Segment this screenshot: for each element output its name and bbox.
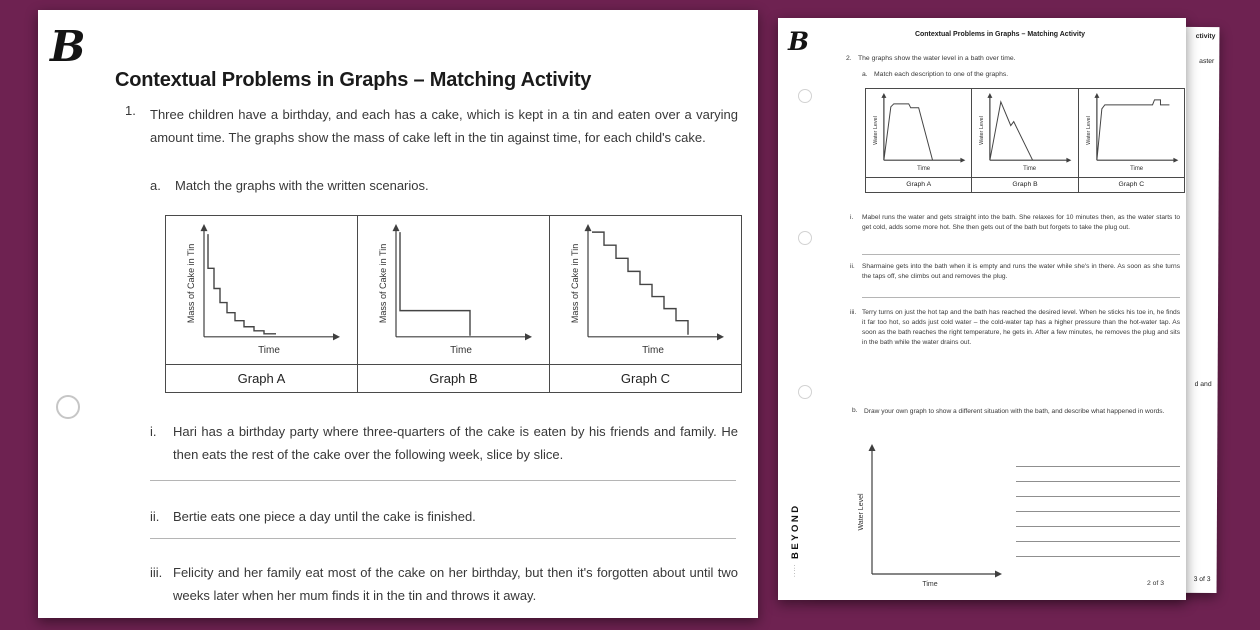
y-axis-label: Water Level <box>979 116 986 145</box>
page-number: 2 of 3 <box>1146 580 1164 587</box>
bath-graph-b <box>972 89 1077 177</box>
y-axis-label: Water Level <box>872 116 879 145</box>
x-axis-label: Time <box>450 344 472 356</box>
scenario-number: ii. <box>850 263 855 270</box>
blank-graph-axes <box>850 436 1010 588</box>
question-2a-number: a. <box>862 71 868 78</box>
page3-subheader-fragment: aster <box>1199 57 1215 66</box>
x-axis-label: Time <box>917 166 931 173</box>
question-1a-text: Match the graphs with the written scenarios. <box>175 178 429 193</box>
divider-line <box>862 297 1180 298</box>
scenario-cake-iii <box>150 561 738 608</box>
bath-graph-a <box>866 89 971 177</box>
scenario-text: Terry turns on just the hot tap and the bath has reached the desired level. When he sticks his toe in, he finds it far too hot, so adds just cold water – the cold-water tap has a higher pressure than the hot-water tap. As soon as the bath reaches the right temperature, he gets in. After a few minutes, he removes the plug and sits in the bath while the water drains out. <box>862 309 1180 346</box>
question-2-number: 2. <box>846 55 852 62</box>
answer-line <box>1016 512 1180 527</box>
graph-label: Graph C <box>550 364 741 392</box>
question-2-text: The graphs show the water level in a bath over time. <box>858 55 1016 62</box>
graph-label: Graph A <box>166 364 357 392</box>
hole-punch <box>798 231 812 245</box>
bath-graph-c <box>1079 89 1184 177</box>
scenario-number: iii. <box>850 309 857 316</box>
answer-line <box>1016 497 1180 512</box>
graph-table-bath <box>865 88 1185 193</box>
beyond-brand-subtext: ····· <box>792 563 798 577</box>
divider-line <box>150 538 736 539</box>
question-1a-number: a. <box>150 178 161 193</box>
scenario-number: ii. <box>150 509 160 524</box>
question-1-text: Three children have a birthday, and each has a cake, which is kept in a tin and eaten over a varying amount time. The graphs show the mass of cake left in the tin against time, for each child's cake. <box>150 107 738 146</box>
graph-curve <box>592 232 688 335</box>
graph-cell-bath-a <box>866 89 972 192</box>
y-axis-label: Mass of Cake in Tin <box>186 243 196 324</box>
scenario-text: Felicity and her family eat most of the cake on her birthday, but then it's forgotten about until two weeks later when her mum finds it in the tin and throws it away. <box>173 565 738 604</box>
x-axis-label: Time <box>642 344 664 356</box>
graph-cell-bath-c <box>1079 89 1184 192</box>
question-1-number: 1. <box>125 103 136 118</box>
graph-curve <box>400 232 470 336</box>
graph-cell-bath-b <box>972 89 1078 192</box>
y-axis-label: Water Level <box>858 493 865 531</box>
y-axis-label: Mass of Cake in Tin <box>378 243 388 324</box>
x-axis-label: Time <box>1023 166 1037 173</box>
scenario-cake-i <box>150 420 738 467</box>
hole-punch <box>798 385 812 399</box>
worksheet-page-1 <box>38 10 758 618</box>
scenario-text: Hari has a birthday party where three-quarters of the cake is eaten by his friends and family. He then eats the rest of the cake over the following week, slice by slice. <box>173 424 738 463</box>
x-axis-label: Time <box>1129 166 1143 173</box>
page3-text-fragment: d and <box>1194 380 1212 389</box>
scenario-number: i. <box>850 214 854 221</box>
scenario-number: iii. <box>150 565 163 580</box>
x-axis-label: Time <box>922 581 938 588</box>
graph-curve <box>990 102 1033 160</box>
beyond-logo: B <box>50 22 86 71</box>
graph-cell-cake-a <box>166 216 358 392</box>
y-axis-label: Mass of Cake in Tin <box>570 243 580 324</box>
answer-lines <box>1016 452 1180 557</box>
answer-line <box>1016 467 1180 482</box>
page2-header-title: Contextual Problems in Graphs – Matching Activity <box>914 31 1086 38</box>
graph-cell-cake-c <box>550 216 741 392</box>
graph-label: Graph B <box>358 364 549 392</box>
answer-line <box>1016 452 1180 467</box>
scenario-bath-ii <box>850 262 1180 282</box>
worksheet-title: Contextual Problems in Graphs – Matching Activity <box>115 69 592 92</box>
x-axis-label: Time <box>258 344 280 356</box>
answer-line <box>1016 527 1180 542</box>
worksheet-page-2 <box>778 18 1186 600</box>
graph-label: Graph B <box>972 177 1077 192</box>
divider-line <box>150 480 736 481</box>
y-axis-label: Water Level <box>1085 116 1092 145</box>
scenario-cake-ii <box>150 505 738 528</box>
graph-curve <box>208 234 276 334</box>
page3-header-fragment: ctivity <box>1195 32 1216 41</box>
hole-punch <box>56 395 80 419</box>
question-2b-number: b. <box>852 407 858 414</box>
scenario-text: Sharmaine gets into the bath when it is empty and runs the water while she's in there. As soon as she turns the taps off, she climbs out and removes the plug. <box>862 263 1180 280</box>
cake-graph-a <box>166 216 357 364</box>
answer-line <box>1016 542 1180 557</box>
cake-graph-b <box>358 216 549 364</box>
question-2b-text: Draw your own graph to show a different situation with the bath, and describe what happened in words. <box>864 408 1165 415</box>
graph-curve <box>884 104 933 160</box>
graph-label: Graph A <box>866 177 971 192</box>
beyond-brand-vertical: BEYOND <box>790 503 801 559</box>
question-2a-text: Match each description to one of the graphs. <box>874 71 1009 78</box>
scenario-bath-i <box>850 213 1180 233</box>
hole-punch <box>798 89 812 103</box>
divider-line <box>862 254 1180 255</box>
beyond-logo: B <box>788 27 810 56</box>
graph-label: Graph C <box>1079 177 1184 192</box>
graph-cell-cake-b <box>358 216 550 392</box>
scenario-text: Bertie eats one piece a day until the cake is finished. <box>173 509 476 524</box>
scenario-bath-iii <box>850 308 1180 348</box>
graph-curve <box>1097 100 1170 160</box>
answer-line <box>1016 482 1180 497</box>
scenario-number: i. <box>150 424 157 439</box>
graph-table-cake <box>165 215 742 393</box>
page3-page-number: 3 of 3 <box>1193 575 1211 584</box>
cake-graph-c <box>550 216 741 364</box>
scenario-text: Mabel runs the water and gets straight into the bath. She relaxes for 10 minutes then, as the water starts to get cold, adds some more hot. She then gets out of the bath but forgets to take the plug out. <box>862 214 1180 231</box>
